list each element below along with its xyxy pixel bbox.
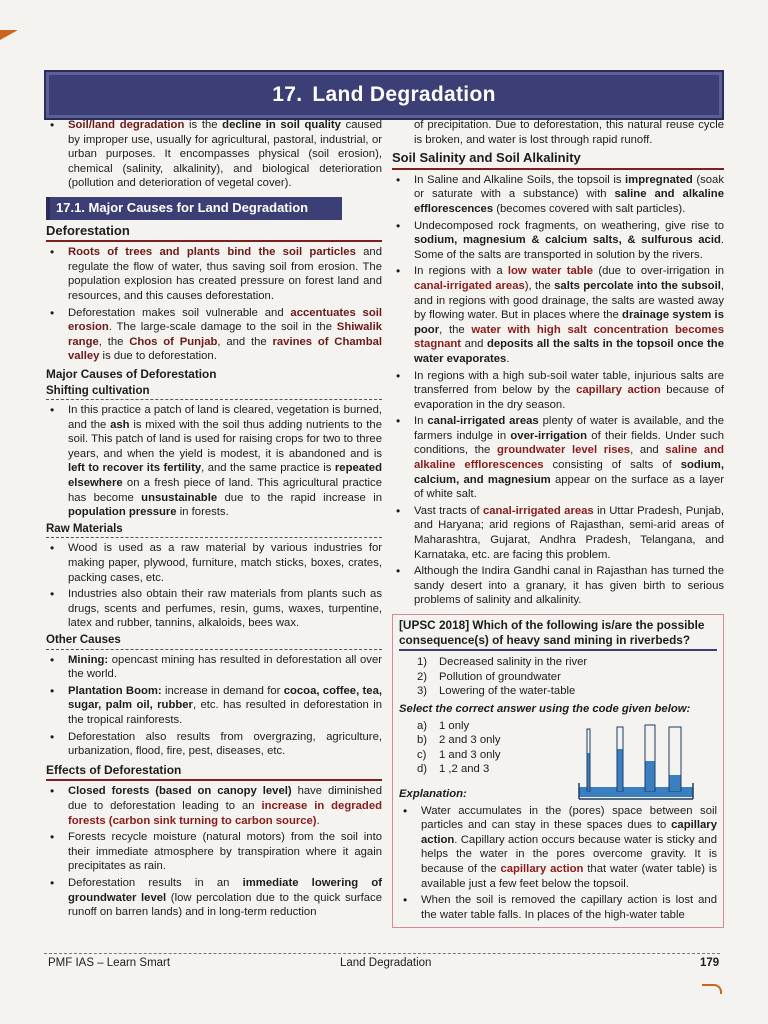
tube-4	[669, 727, 681, 791]
section-heading: 17.1. Major Causes for Land Degradation	[46, 197, 342, 220]
chapter-number: 17.	[272, 83, 303, 106]
list-item: • In regions with a low water table (due to over-irrigation in canal-irrigated areas), the salts percolate into the subsoil, and in regions with good drainage, the salts are wasted away by flowing water. But in places where the drainage system is poor, the water with high salt concentration becomes stagnant and deposits all the salts in the topsoil once the water evaporates.	[392, 264, 724, 366]
list-item: • In canal-irrigated areas plenty of water is available, and the farmers indulge in over-irrigation of their fields. Under such conditions, the groundwater level rises, and saline and alkaline efflorescences consisting of salts of sodium, calcium, and magnesium appear on the surface as a layer of white salt.	[392, 414, 724, 502]
footer-brand: PMF IAS – Learn Smart	[48, 957, 171, 969]
list-item: • Plantation Boom: increase in demand for cocoa, coffee, tea, sugar, palm oil, rubber, etc. has resulted in deforestation in the tropical rainforests.	[46, 684, 382, 728]
list-item: • In this practice a patch of land is cleared, vegetation is burned, and the ash is mixed with the soil thus adding nutrients to the soil. This patch of land is used for raising crops for two to three years, and when the yield is modest, it is abandoned and is left to recover its fertility, and the same practice is repeated elsewhere on a fresh piece of land. This agricultural practice has become unsustainable due to the rapid increase in population pressure in forests.	[46, 403, 382, 520]
list-item: • Closed forests (based on canopy level) have diminished due to deforestation leading to an increase in degraded forests (carbon sink turning to carbon source).	[46, 784, 382, 828]
question-item: 3) Lowering of the water-table	[417, 685, 576, 698]
explanation-label: Explanation:	[399, 787, 467, 800]
question-title: [UPSC 2018] Which of the following is/are the possible consequence(s) of heavy sand mining in riverbeds?	[399, 618, 717, 651]
list-item: • Wood is used as a raw material by various industries for making paper, plywood, furniture, match sticks, boxes, crates, packing cases, etc.	[46, 541, 382, 585]
major-causes-heading: Major Causes of Deforestation	[46, 366, 217, 381]
left-column	[46, 118, 382, 922]
intro-bullet: • Soil/land degradation is the decline in soil quality caused by improper use, usually for agricultural, pastoral, industrial, or urban purposes. It encompasses physical (soil erosion), chemical (salinity, alkalinity), and biological deterioration (pollution and deterioration of vegetal cover).	[46, 118, 382, 191]
list-item: • Deforestation results in an immediate lowering of groundwater level (low percolation due to the quick surface runoff on barren lands) and in long-term reduction	[46, 876, 382, 920]
answer-option: c) 1 and 3 only	[417, 748, 501, 761]
tube-1	[587, 729, 590, 791]
question-box	[392, 614, 724, 928]
question-instruction: Select the correct answer using the code given below:	[399, 702, 691, 715]
list-item: • Although the Indira Gandhi canal in Rajasthan has turned the sandy desert into a granary, it has given birth to serious problems of salinity and alkalinity.	[392, 564, 724, 608]
list-item: • Deforestation also results from overgrazing, agriculture, urbanization, flood, fire, pest, diseases, etc.	[46, 730, 382, 759]
salinity-heading: Soil Salinity and Soil Alkalinity	[392, 151, 724, 170]
shifting-heading: Shifting cultivation	[46, 384, 382, 401]
tube-2	[617, 727, 623, 791]
list-item: • Undecomposed rock fragments, on weathering, give rise to sodium, magnesium & calcium salts, & sulfurous acid. Some of the salts are transported in solution by the rivers.	[392, 219, 724, 263]
question-item: 2) Pollution of groundwater	[417, 670, 561, 683]
list-item: • Industries also obtain their raw materials from plants such as drugs, scents and perfumes, resin, gums, waxes, turpentine, latex and rubber, tannins, alkaloids, bees wax.	[46, 587, 382, 631]
list-item: • Deforestation makes soil vulnerable and accentuates soil erosion. The large-scale damage to the soil in the Shiwalik range, the Chos of Punjab, and the ravines of Chambal valley is due to deforestation.	[46, 306, 382, 364]
deforestation-heading: Deforestation	[46, 224, 382, 243]
list-item: • When the soil is removed the capillary action is lost and the water table falls. In places of the high-water table	[399, 893, 717, 922]
list-item: • Vast tracts of canal-irrigated areas in Uttar Pradesh, Punjab, and Haryana; arid regions of Rajasthan, semi-arid areas of Maharashtra, Gujarat, Andhra Pradesh, Telangana, and Karnataka, etc. are facing this problem.	[392, 504, 724, 562]
footer-divider	[44, 953, 720, 954]
list-item: • Mining: opencast mining has resulted in deforestation all over the world.	[46, 653, 382, 682]
continuation-text: of precipitation. Due to deforestation, this natural reuse cycle is broken, and water is lost through rapid runoff.	[414, 119, 724, 146]
corner-mark	[0, 30, 18, 40]
page-number: 179	[700, 957, 720, 969]
corner-mark	[702, 984, 722, 994]
list-item: • Forests recycle moisture (natural motors) from the soil into their immediate atmosphere by transpiration where it again precipitates as rain.	[46, 830, 382, 874]
list-item: • In Saline and Alkaline Soils, the topsoil is impregnated (soak or saturate with a substance) with saline and alkaline efflorescences (becomes covered with salt particles).	[392, 173, 724, 217]
footer-chapter: Land Degradation	[340, 957, 432, 969]
list-item: • In regions with a high sub-soil water table, injurious salts are transferred from below by the capillary action because of evaporation in the dry season.	[392, 369, 724, 413]
answer-option: a) 1 only	[417, 719, 470, 732]
chapter-banner	[44, 70, 724, 120]
question-items	[399, 655, 717, 699]
capillary-tubes-illustration	[577, 723, 697, 805]
effects-heading: Effects of Deforestation	[46, 763, 382, 782]
answer-option: b) 2 and 3 only	[417, 734, 501, 747]
answer-option: d) 1 ,2 and 3	[417, 763, 490, 776]
list-item: • Water accumulates in the (pores) space between soil particles and can stay in these spaces dues to capillary action. Capillary action occurs because water is sticky and helps the water in the pores overcome gravity. It is because of the capillary action that water (water table) is available just a few feet below the topsoil.	[399, 804, 717, 892]
question-item: 1) Decreased salinity in the river	[417, 656, 588, 669]
raw-materials-heading: Raw Materials	[46, 522, 382, 539]
chapter-title: Land Degradation	[312, 83, 496, 106]
tube-3	[645, 725, 655, 791]
right-column	[392, 118, 724, 928]
list-item: • Roots of trees and plants bind the soil particles and regulate the flow of water, thus saving soil from erosion. The population explosion has created pressure on forest land and resources, and this causes deforestation.	[46, 245, 382, 303]
other-causes-heading: Other Causes	[46, 633, 382, 650]
